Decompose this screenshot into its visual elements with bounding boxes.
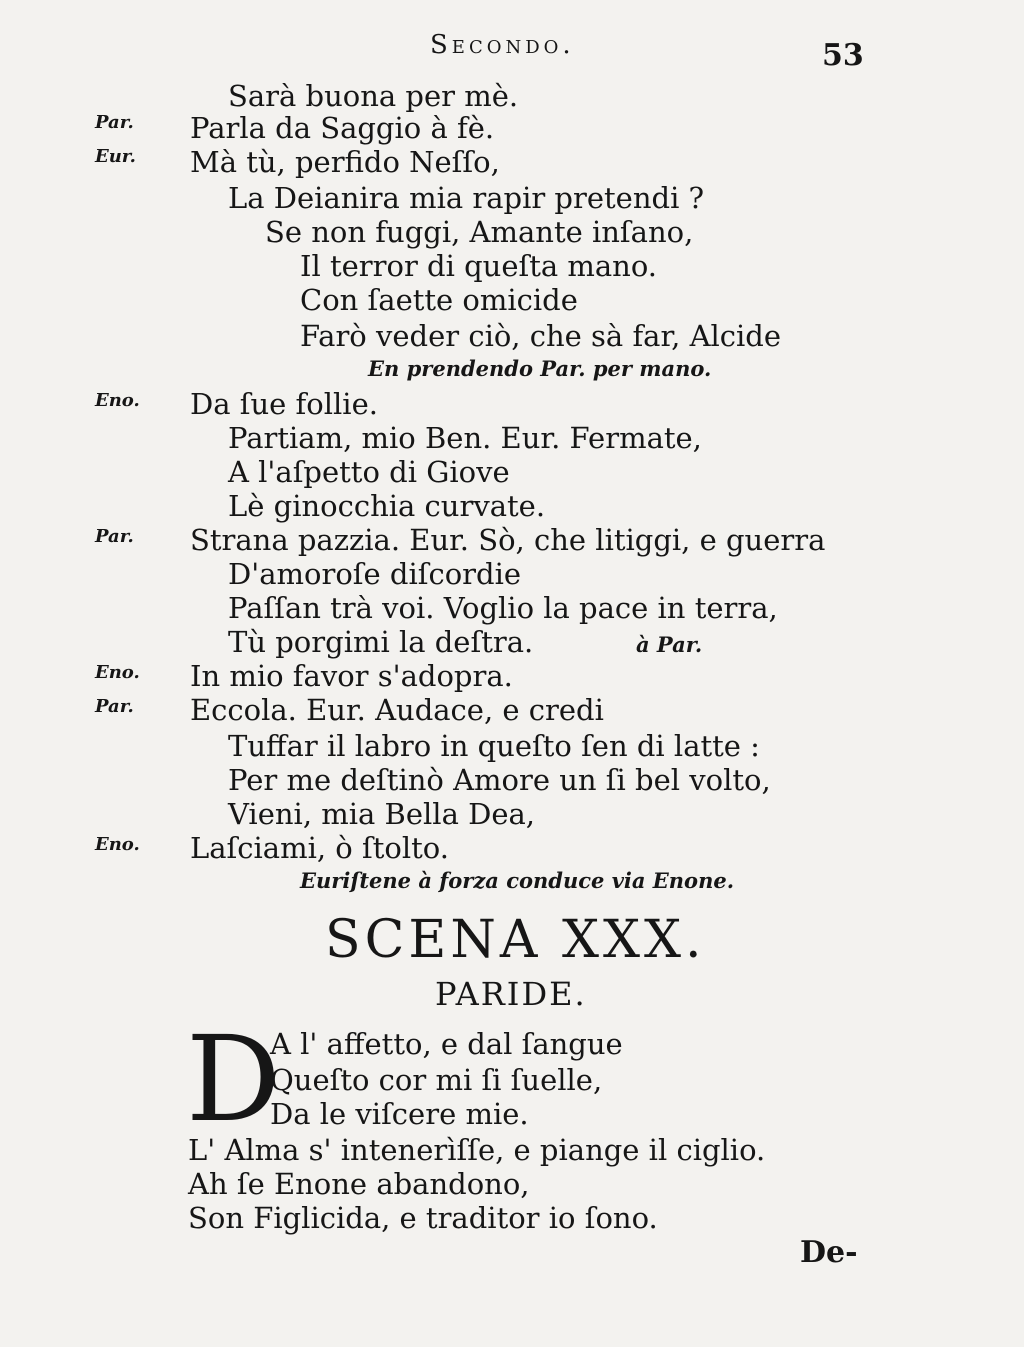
verse-line: A l'aſpetto di Giove xyxy=(228,455,510,489)
running-title: Secondo. xyxy=(430,30,575,60)
verse-line: Da le viſcere mie. xyxy=(270,1097,529,1131)
verse-line: Da ſue follie. xyxy=(190,387,378,421)
verse-line: Parla da Saggio à fè. xyxy=(190,111,495,145)
speaker-label: Eur. xyxy=(95,146,136,167)
verse-line: A l' affetto, e dal ſangue xyxy=(270,1027,623,1061)
speaker-label: Par. xyxy=(95,696,134,717)
verse-line: Strana pazzia. Eur. Sò, che litiggi, e guerra xyxy=(190,523,826,557)
verse-line: In mio favor s'adopra. xyxy=(190,659,513,693)
verse-line: L' Alma s' intenerìſſe, e piange il ciglio. xyxy=(188,1133,766,1167)
verse-line: Tù porgimi la deſtra. xyxy=(228,625,534,659)
verse-line: Partiam, mio Ben. Eur. Fermate, xyxy=(228,421,702,455)
verse-line: Paſſan trà voi. Voglio la pace in terra, xyxy=(228,591,778,625)
verse-line: Il terror di queſta mano. xyxy=(300,249,658,283)
stage-direction: Euriſtene à forza conduce via Enone. xyxy=(300,868,735,893)
page-number: 53 xyxy=(822,38,864,73)
verse-line: Queſto cor mi ſi ſuelle, xyxy=(270,1063,603,1097)
verse-line: Ah ſe Enone abandono, xyxy=(188,1167,530,1201)
aside-direction: à Par. xyxy=(636,632,703,657)
verse-line: Vieni, mia Bella Dea, xyxy=(228,797,535,831)
verse-line: Son Figlicida, e traditor io ſono. xyxy=(188,1201,658,1235)
verse-line: Lè ginocchia curvate. xyxy=(228,489,546,523)
verse-line: Laſciami, ò ſtolto. xyxy=(190,831,449,865)
drop-capital: D xyxy=(186,1010,281,1148)
verse-line: La Deianira mia rapir pretendi ? xyxy=(228,181,705,215)
speaker-label: Eno. xyxy=(95,834,140,855)
verse-line: Con ſaette omicide xyxy=(300,283,578,317)
character-heading: PARIDE. xyxy=(435,975,587,1013)
stage-direction: En prendendo Par. per mano. xyxy=(368,356,712,381)
scene-title: SCENA XXX. xyxy=(325,910,706,970)
verse-line: Farò veder ciò, che sà far, Alcide xyxy=(300,319,782,353)
speaker-label: Par. xyxy=(95,526,134,547)
verse-line: Eccola. Eur. Audace, e credi xyxy=(190,693,604,727)
verse-line: Se non fuggi, Amante inſano, xyxy=(265,215,694,249)
verse-line: Tuffar il labro in queſto ſen di latte : xyxy=(228,729,760,763)
verse-line: D'amoroſe diſcordie xyxy=(228,557,522,591)
speaker-label: Eno. xyxy=(95,390,140,411)
verse-line: Mà tù, perfido Neſſo, xyxy=(190,145,500,179)
speaker-label: Par. xyxy=(95,112,134,133)
verse-line: Sarà buona per mè. xyxy=(228,79,519,113)
speaker-label: Eno. xyxy=(95,662,140,683)
verse-line: Per me deſtinò Amore un ſi bel volto, xyxy=(228,763,771,797)
catchword: De- xyxy=(800,1235,858,1270)
